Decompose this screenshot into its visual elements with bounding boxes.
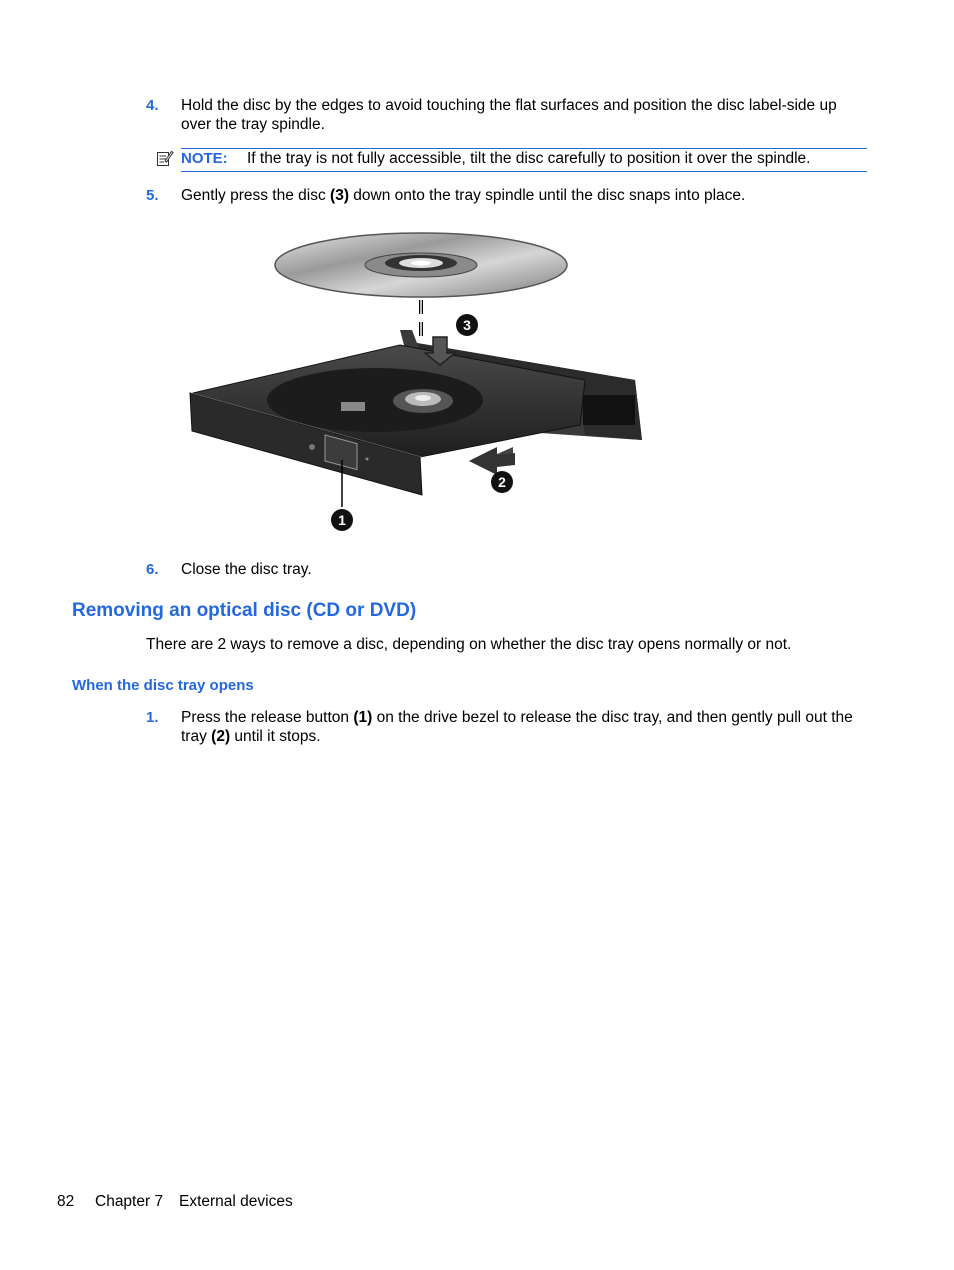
step-1-text-a: Press the release button xyxy=(181,709,354,726)
arrow-left-icon xyxy=(469,447,515,475)
section-heading: Removing an optical disc (CD or DVD) xyxy=(72,600,417,621)
step-text-5 xyxy=(181,186,745,205)
step-5-text-pre: Gently press the disc xyxy=(181,187,331,204)
step-text-1 xyxy=(181,708,871,746)
step-5-callout: (3) xyxy=(330,187,349,204)
footer-chapter: Chapter 7 xyxy=(95,1193,164,1210)
callout-1 xyxy=(331,509,353,531)
callout-2 xyxy=(491,471,513,493)
subsection-heading: When the disc tray opens xyxy=(72,677,254,694)
step-1-text-c: until it stops. xyxy=(230,728,321,745)
section-intro: There are 2 ways to remove a disc, depending on whether the disc tray opens normally or not. xyxy=(146,636,792,653)
drive-graphic xyxy=(190,330,642,495)
svg-text:1: 1 xyxy=(338,512,346,528)
step-number-4: 4. xyxy=(146,97,159,114)
optical-drive-figure xyxy=(185,225,650,540)
step-number-6: 6. xyxy=(146,561,159,578)
svg-text:2: 2 xyxy=(498,474,506,490)
disc-graphic xyxy=(275,233,567,297)
step-1-text-b: on the drive bezel to release the disc tray, and then gently pull out the tray xyxy=(181,709,853,745)
step-number-1: 1. xyxy=(146,709,159,726)
svg-text:3: 3 xyxy=(463,317,471,333)
note-icon xyxy=(156,149,174,167)
note-label: NOTE: xyxy=(181,150,228,167)
step-text-6: Close the disc tray. xyxy=(181,561,312,578)
step-5-text-post: down onto the tray spindle until the disc snaps into place. xyxy=(349,187,746,204)
callout-3 xyxy=(456,314,478,336)
note-text: If the tray is not fully accessible, tilt the disc carefully to position it over the spindle. xyxy=(247,150,811,167)
footer-title: External devices xyxy=(179,1193,293,1210)
step-1-callout-2: (2) xyxy=(211,728,231,745)
step-1-callout-1: (1) xyxy=(353,709,373,726)
step-number-5: 5. xyxy=(146,187,159,204)
page-number: 82 xyxy=(57,1193,75,1210)
step-text-4: Hold the disc by the edges to avoid touching the flat surfaces and position the disc label-side up over the tray spindle. xyxy=(181,97,837,133)
